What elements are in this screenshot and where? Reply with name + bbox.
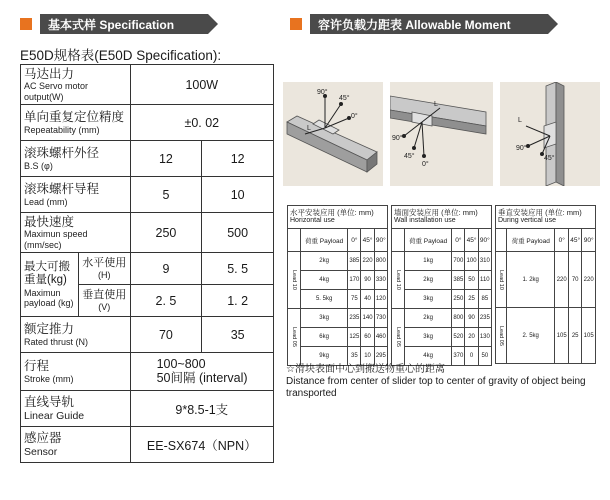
value-cell: 130 (478, 328, 491, 347)
repeatability-label: 单向重复定位精度 (24, 110, 125, 125)
payload-cell: 2kg (301, 252, 348, 271)
table-row (392, 271, 492, 290)
table-row (288, 252, 388, 271)
payload-cell: 3kg (301, 309, 348, 328)
spec-table-title: E50D规格表(E50D Specification): (20, 48, 222, 63)
rated-thrust-value-2: 35 (202, 317, 274, 353)
table-row (288, 309, 388, 328)
max-speed-label-en: Maximun speed (mm/sec) (24, 229, 88, 250)
payload-header: 荷重 Payload (405, 229, 452, 252)
value-cell: 60 (361, 328, 374, 347)
table-row (21, 427, 274, 463)
angle-label: 45° (339, 95, 350, 102)
value-cell: 235 (478, 309, 491, 328)
ballscrew-diameter-value-1: 12 (130, 141, 202, 177)
value-cell: 20 (465, 328, 478, 347)
value-cell: 140 (361, 309, 374, 328)
value-cell: 170 (348, 271, 361, 290)
payload-cell: 3kg (405, 328, 452, 347)
value-cell: 385 (452, 271, 465, 290)
lead05-label: Lead 05 (288, 309, 301, 366)
table-row (21, 65, 274, 105)
lead-value-2: 10 (202, 177, 274, 213)
lead05-label: Lead 05 (392, 309, 405, 366)
vertical-mount-diagram (500, 82, 600, 186)
table-row (21, 353, 274, 391)
length-label: L (434, 101, 438, 108)
value-cell: 385 (348, 252, 361, 271)
footnote-zh: ☆滑块表面中心到搬送物重心的距离 (286, 364, 445, 375)
value-cell: 460 (374, 328, 387, 347)
stroke-range-value: 100~800 (156, 356, 206, 371)
value-cell: 35 (348, 347, 361, 366)
rated-thrust-label-en: Rated thrust (N) (24, 336, 89, 347)
vertical-load-table (495, 205, 596, 364)
max-speed-value-2: 500 (202, 213, 274, 253)
value-cell: 25 (465, 290, 478, 309)
max-speed-label: 最快速度 (24, 215, 75, 230)
value-cell: 40 (361, 290, 374, 309)
max-payload-label-en: Maximun payload (kg) (24, 287, 74, 308)
lead10-label: Lead 10 (392, 252, 405, 309)
ballscrew-diameter-label: 滚珠螺杆外径 (24, 146, 100, 161)
lead10-label: Lead 10 (288, 252, 301, 309)
horizontal-payload-value-1: 9 (130, 253, 202, 285)
horizontal-payload-value-2: 5. 5 (202, 253, 274, 285)
sensor-label: 感应器 (24, 431, 62, 446)
angle-label: 0° (422, 161, 429, 168)
rated-thrust-label: 额定推力 (24, 322, 75, 337)
table-row (496, 308, 596, 364)
payload-cell: 4kg (301, 271, 348, 290)
rated-thrust-value-1: 70 (130, 317, 202, 353)
horizontal-use-label-en: (H) (97, 269, 111, 280)
value-cell: 700 (452, 252, 465, 271)
table-row (21, 213, 274, 253)
linear-guide-label-en: Linear Guide (24, 409, 85, 422)
value-cell: 370 (452, 347, 465, 366)
vertical-payload-value-1: 2. 5 (130, 285, 202, 317)
table-row (392, 252, 492, 271)
header-cell (496, 229, 507, 252)
value-cell: 0 (465, 347, 478, 366)
table-row (288, 290, 388, 309)
value-cell: 220 (361, 252, 374, 271)
lead-label-en: Lead (mm) (24, 196, 68, 207)
value-cell: 110 (478, 271, 491, 290)
max-payload-label: 最大可搬重量(kg) (24, 261, 70, 287)
value-cell: 10 (361, 347, 374, 366)
horizontal-mount-diagram (283, 82, 383, 186)
value-cell: 295 (374, 347, 387, 366)
table-row (392, 290, 492, 309)
value-cell: 105 (555, 308, 569, 364)
horizontal-use-label: 水平使用 (82, 257, 127, 270)
value-cell: 105 (582, 308, 596, 364)
orange-square-icon (20, 18, 32, 30)
angle-label: 90° (516, 145, 527, 152)
motor-output-label: 马达出力 (24, 67, 75, 81)
specification-header (20, 14, 208, 34)
linear-guide-label: 直线导轨 (24, 395, 75, 410)
length-label: L (307, 125, 311, 132)
angle-0-header: 0° (348, 229, 361, 252)
value-cell: 220 (582, 252, 596, 308)
value-cell: 85 (478, 290, 491, 309)
table-row (21, 141, 274, 177)
angle-90-header: 90° (374, 229, 387, 252)
angle-90-header: 90° (478, 229, 491, 252)
angle-45-header: 45° (361, 229, 374, 252)
payload-cell: 6kg (301, 328, 348, 347)
table-row (392, 347, 492, 366)
angle-90-header: 90° (582, 229, 596, 252)
value-cell: 75 (348, 290, 361, 309)
value-cell: 90 (465, 309, 478, 328)
lead-value-1: 5 (130, 177, 202, 213)
table-row (21, 317, 274, 353)
payload-cell: 2kg (405, 309, 452, 328)
stroke-label: 行程 (24, 359, 50, 374)
payload-cell: 1. 2kg (507, 252, 555, 308)
specification-header-title: 基本式样 Specification (40, 14, 208, 34)
sensor-value: EE-SX674（NPN） (130, 427, 273, 463)
value-cell: 250 (452, 290, 465, 309)
payload-cell: 2kg (405, 271, 452, 290)
motor-output-label-en: AC Servo motor output(W) (24, 81, 89, 102)
value-cell: 100 (465, 252, 478, 271)
table-row (288, 271, 388, 290)
vertical-table-title-en: During vertical use (498, 217, 556, 225)
horizontal-mount-illustration (283, 82, 383, 186)
table-row (21, 105, 274, 141)
vertical-payload-value-2: 1. 2 (202, 285, 274, 317)
table-row (21, 177, 274, 213)
angle-0-header: 0° (555, 229, 569, 252)
table-row (288, 328, 388, 347)
footnote-en: Distance from center of slider top to center of gravity of object being transported (286, 376, 586, 399)
table-row (496, 252, 596, 308)
wall-mount-illustration (390, 82, 493, 186)
table-row (21, 391, 274, 427)
payload-cell: 5. 5kg (301, 290, 348, 309)
lead05-label: Lead 05 (496, 308, 507, 364)
repeatability-label-en: Repeatability (mm) (24, 124, 100, 135)
max-speed-value-1: 250 (130, 213, 202, 253)
angle-45-header: 45° (465, 229, 478, 252)
value-cell: 520 (452, 328, 465, 347)
value-cell: 70 (569, 252, 582, 308)
vertical-mount-illustration (500, 82, 600, 186)
horizontal-table-title: 水平安装应用 (单位: mm) (290, 208, 374, 218)
payload-cell: 9kg (301, 347, 348, 366)
value-cell: 800 (452, 309, 465, 328)
angle-45-header: 45° (569, 229, 582, 252)
payload-cell: 3kg (405, 290, 452, 309)
payload-cell: 2. 5kg (507, 308, 555, 364)
value-cell: 50 (478, 347, 491, 366)
value-cell: 730 (374, 309, 387, 328)
angle-label: 45° (544, 155, 555, 162)
value-cell: 220 (555, 252, 569, 308)
orange-square-icon (290, 18, 302, 30)
sensor-label-en: Sensor (24, 445, 58, 458)
motor-output-value: 100W (130, 65, 273, 105)
linear-guide-value: 9*8.5-1支 (130, 391, 273, 427)
vertical-use-label: 垂直使用 (82, 289, 127, 302)
table-row (392, 309, 492, 328)
wall-mount-diagram (390, 82, 493, 186)
value-cell: 310 (478, 252, 491, 271)
angle-0-header: 0° (452, 229, 465, 252)
vertical-use-label-en: (V) (98, 301, 111, 312)
horizontal-load-table (287, 205, 388, 366)
footnote (286, 364, 586, 400)
table-row (288, 347, 388, 366)
wall-table-title: 墙面安装应用 (单位: mm) (394, 208, 478, 218)
value-cell: 90 (361, 271, 374, 290)
vertical-table-title: 垂直安装应用 (单位: mm) (498, 208, 582, 218)
repeatability-value: ±0. 02 (130, 105, 273, 141)
wall-table-title-en: Wall installation use (394, 217, 456, 225)
ballscrew-diameter-label-en: B.S (φ) (24, 160, 53, 171)
allowable-moment-header-title: 容许负载力距表 Allowable Moment (310, 14, 548, 34)
header-cell (288, 229, 301, 252)
value-cell: 25 (569, 308, 582, 364)
angle-label: 45° (404, 153, 415, 160)
lead10-label: Lead 10 (496, 252, 507, 308)
length-label: L (518, 117, 522, 124)
angle-label: 90° (392, 135, 403, 142)
table-row (21, 253, 274, 285)
value-cell: 235 (348, 309, 361, 328)
stroke-label-en: Stroke (mm) (24, 373, 74, 384)
payload-header: 荷重 Payload (507, 229, 555, 252)
ballscrew-diameter-value-2: 12 (202, 141, 274, 177)
angle-label: 90° (317, 89, 328, 96)
value-cell: 125 (348, 328, 361, 347)
lead-label: 滚珠螺杆导程 (24, 182, 100, 197)
value-cell: 50 (465, 271, 478, 290)
value-cell: 120 (374, 290, 387, 309)
angle-label: 0° (351, 113, 358, 120)
payload-cell: 1kg (405, 252, 452, 271)
payload-header: 荷重 Payload (301, 229, 348, 252)
payload-cell: 4kg (405, 347, 452, 366)
value-cell: 800 (374, 252, 387, 271)
allowable-moment-header (290, 14, 548, 34)
value-cell: 330 (374, 271, 387, 290)
specification-table (20, 64, 274, 463)
horizontal-table-title-en: Horizontal use (290, 217, 335, 225)
stroke-interval-value: 50间隔 (interval) (156, 370, 248, 385)
wall-load-table (391, 205, 492, 366)
table-row (392, 328, 492, 347)
header-cell (392, 229, 405, 252)
